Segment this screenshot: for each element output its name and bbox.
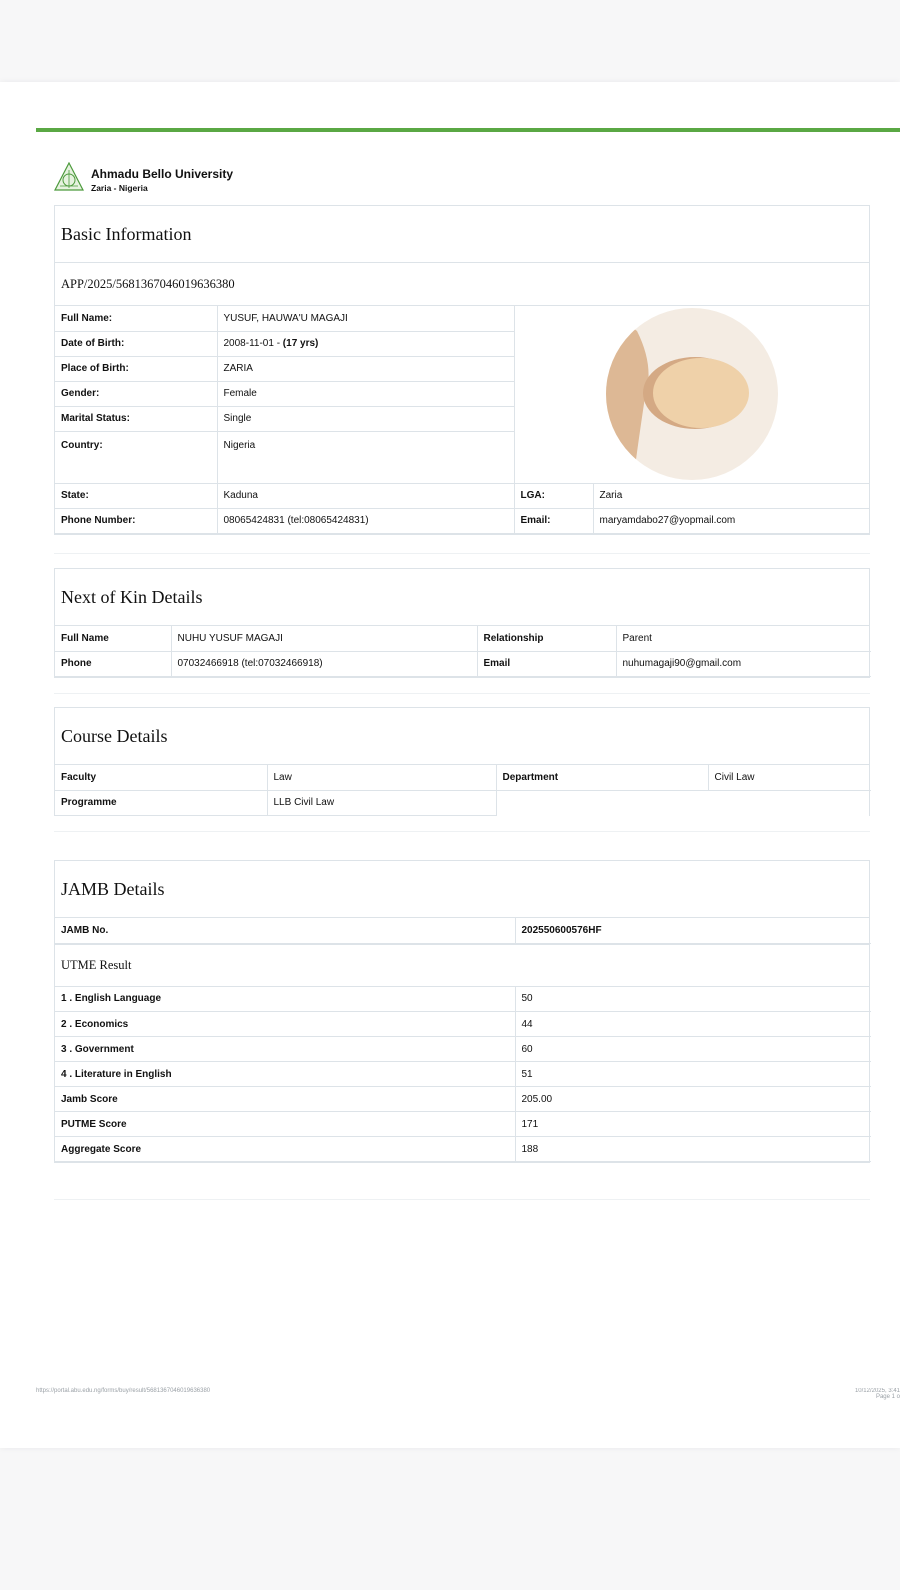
field-label: JAMB No. <box>55 918 515 943</box>
jamb-details-section <box>54 860 870 1163</box>
next-of-kin-table <box>55 626 871 677</box>
jamb-number-value: 202550600576HF <box>515 918 871 943</box>
subject-name: 2 . Economics <box>55 1012 515 1037</box>
putme-score-value: 171 <box>515 1112 871 1137</box>
field-label: Jamb Score <box>55 1087 515 1112</box>
dob-date: 2008-11-01 - <box>223 338 283 349</box>
email-value[interactable]: maryamdabo27@yopmail.com <box>593 508 869 533</box>
field-label: Aggregate Score <box>55 1137 515 1162</box>
subject-name: 3 . Government <box>55 1037 515 1062</box>
divider <box>54 553 870 554</box>
course-details-section <box>54 707 870 816</box>
section-title: Basic Information <box>55 206 869 263</box>
university-header <box>54 162 233 193</box>
divider <box>54 693 870 694</box>
place-of-birth-value: ZARIA <box>217 356 514 381</box>
field-label: State: <box>55 483 217 508</box>
gender-value: Female <box>217 381 514 406</box>
field-label: Gender: <box>55 381 217 406</box>
basic-info-table <box>55 306 869 534</box>
field-label: Phone Number: <box>55 508 217 533</box>
lga-value: Zaria <box>593 483 869 508</box>
dob-age: (17 yrs) <box>282 338 319 349</box>
section-title: Course Details <box>55 708 869 765</box>
section-title: JAMB Details <box>55 861 869 918</box>
state-value: Kaduna <box>217 483 514 508</box>
subject-score: 51 <box>515 1062 871 1087</box>
university-name: Ahmadu Bello University <box>91 167 234 181</box>
field-label: Marital Status: <box>55 406 217 431</box>
field-label: Date of Birth: <box>55 331 217 356</box>
field-label: Department <box>496 765 708 790</box>
page-number: Page 1 o <box>875 1394 900 1400</box>
accent-bar <box>36 128 900 132</box>
programme-value: LLB Civil Law <box>267 790 496 815</box>
full-name-value: YUSUF, HAUWA'U MAGAJI <box>217 306 514 331</box>
subject-name: 4 . Literature in English <box>55 1062 515 1087</box>
course-details-table <box>55 765 871 816</box>
field-label: LGA: <box>514 483 593 508</box>
field-label: Faculty <box>55 765 267 790</box>
field-label: Phone <box>55 651 171 676</box>
footer-url[interactable]: https://portal.abu.edu.ng/forms/buy/result/5681367046019636380 <box>36 1388 211 1394</box>
field-label: Email: <box>514 508 593 533</box>
application-id: APP/2025/5681367046019636380 <box>55 263 869 306</box>
utme-result-title: UTME Result <box>55 944 869 987</box>
subject-score: 50 <box>515 987 871 1012</box>
university-location: Zaria - Nigeria <box>91 183 148 193</box>
subject-score: 60 <box>515 1037 871 1062</box>
subject-name: 1 . English Language <box>55 987 515 1012</box>
print-datetime: 10/12/2025, 3:41 <box>854 1388 900 1394</box>
empty-cell <box>496 790 871 815</box>
faculty-value: Law <box>267 765 496 790</box>
next-of-kin-section <box>54 568 870 678</box>
university-crest-icon <box>54 162 84 192</box>
kin-email-value[interactable]: nuhumagaji90@gmail.com <box>616 651 871 676</box>
kin-phone-value[interactable]: 07032466918 (tel:07032466918) <box>171 651 477 676</box>
basic-information-section <box>54 205 870 535</box>
field-label: Programme <box>55 790 267 815</box>
jamb-score-value: 205.00 <box>515 1087 871 1112</box>
divider <box>54 1199 870 1200</box>
field-label: Relationship <box>477 626 616 651</box>
aggregate-score-value: 188 <box>515 1137 871 1162</box>
field-label: Full Name <box>55 626 171 651</box>
kin-relationship-value: Parent <box>616 626 871 651</box>
marital-status-value: Single <box>217 406 514 431</box>
subject-score: 44 <box>515 1012 871 1037</box>
kin-name-value: NUHU YUSUF MAGAJI <box>171 626 477 651</box>
passport-photo <box>514 306 869 483</box>
document-page <box>0 82 900 1448</box>
footer-timestamp <box>820 1388 900 1400</box>
phone-value[interactable]: 08065424831 (tel:08065424831) <box>217 508 514 533</box>
field-label: PUTME Score <box>55 1112 515 1137</box>
field-label: Place of Birth: <box>55 356 217 381</box>
section-title: Next of Kin Details <box>55 569 869 626</box>
date-of-birth-value <box>217 331 514 356</box>
field-label: Full Name: <box>55 306 217 331</box>
avatar-placeholder <box>605 307 779 481</box>
utme-result-table <box>55 987 871 1163</box>
jamb-number-table <box>55 918 871 944</box>
department-value: Civil Law <box>708 765 871 790</box>
field-label: Email <box>477 651 616 676</box>
country-value: Nigeria <box>217 431 514 483</box>
field-label: Country: <box>55 431 217 483</box>
divider <box>54 831 870 832</box>
